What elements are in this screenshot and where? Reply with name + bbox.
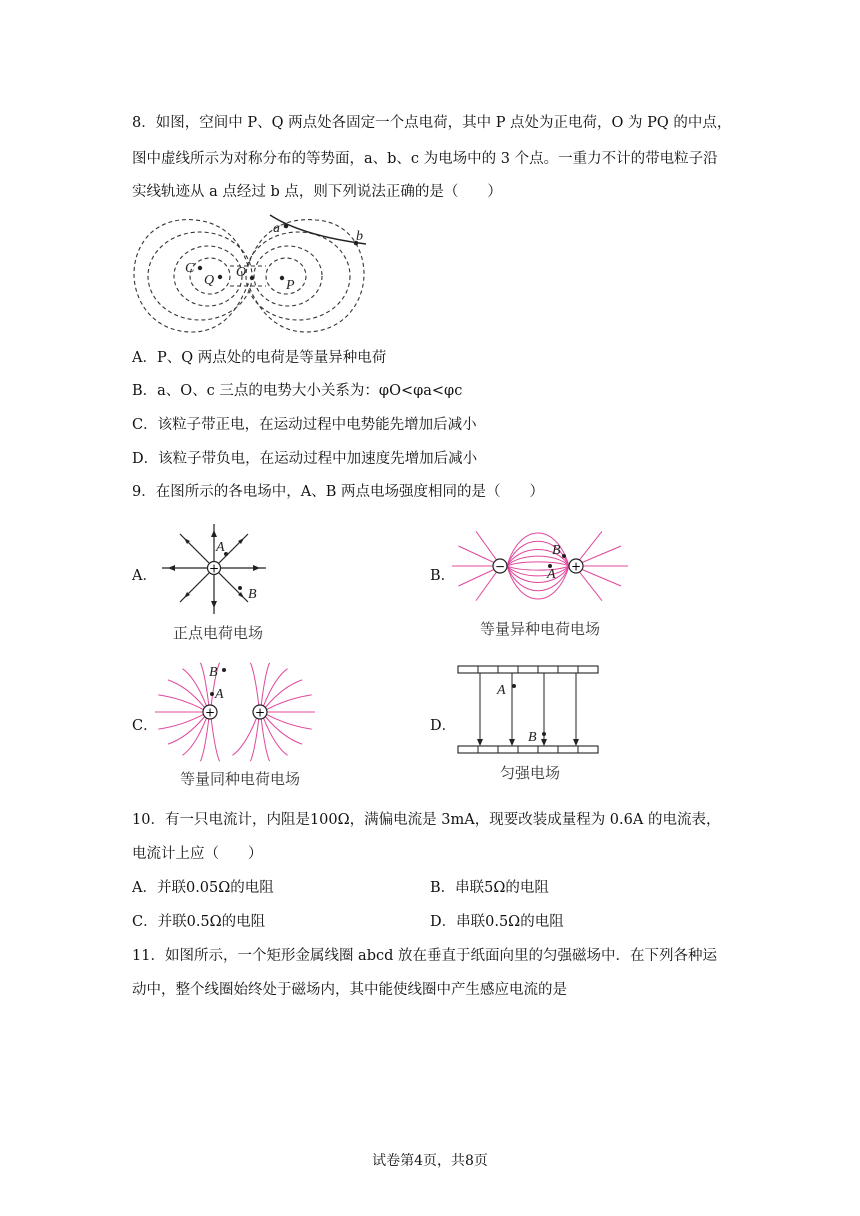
field-line-right-15: [264, 669, 288, 706]
label-c: C: [185, 261, 195, 276]
label-b: B: [209, 665, 218, 680]
q8-option-b: B．a、O、c 三点的电势大小关系为：φO<φa<φc: [132, 383, 463, 399]
label-a: A: [497, 683, 506, 698]
label-b: B: [528, 730, 537, 745]
field-line-right-6: [233, 718, 257, 755]
q10-stem-line-1: 10．有一只电流计，内阻是100Ω，满偏电流是 3mA，现要改装成量程为 0.6A 的电流表，: [132, 812, 721, 828]
q9-figure-a-point-charge: [160, 522, 280, 642]
q9-option-a-letter: A．: [132, 568, 157, 584]
field-line-left-8: [158, 714, 203, 729]
q9-figure-d-uniform-field: [456, 660, 602, 784]
label-p: P: [286, 278, 295, 293]
label-q: Q: [204, 273, 215, 288]
q8-option-d: D．该粒子带负电，在运动过程中加速度先增加后减小: [132, 451, 478, 467]
q10-option-c: C．并联0.5Ω的电阻: [132, 914, 266, 930]
field-line-between-5: [507, 566, 569, 570]
q10-option-a: A．并联0.05Ω的电阻: [132, 880, 274, 896]
q9-figure-b-opposite-charges: [452, 518, 632, 642]
field-line-left-12: [183, 669, 207, 706]
label-a: a: [273, 221, 280, 236]
field-line-left-10: [158, 695, 203, 710]
q8-stem-line-2: 图中虚线所示为对称分布的等势面，a、b、c 为电场中的 3 个点。一重力不计的带电粒子沿: [132, 151, 718, 167]
field-line-between-4: [507, 562, 569, 566]
charge-q-dot: [218, 275, 222, 279]
q10-option-d: D．串联0.5Ω的电阻: [430, 914, 564, 930]
field-line-left-11: [168, 680, 205, 708]
field-line-left-5: [200, 719, 208, 761]
field-line-right-4: [261, 719, 269, 761]
field-line-left-7: [168, 716, 205, 744]
q8-equipotential-figure: [130, 210, 380, 338]
label-b: b: [356, 229, 363, 244]
caption-point-charge: 正点电荷电场: [172, 624, 264, 642]
q9-stem: 9．在图所示的各电场中，A、B 两点电场强度相同的是（ ）: [132, 484, 544, 500]
label-a: A: [216, 540, 225, 555]
q9-option-b-letter: B．: [430, 568, 456, 584]
q10-option-b: B．串联5Ω的电阻: [430, 880, 549, 896]
q11-stem-line-1: 11．如图所示，一个矩形金属线圈 abcd 放在垂直于纸面向里的匀强磁场中．在下列各种运: [132, 948, 717, 964]
q9-option-d-letter: D．: [430, 718, 457, 734]
field-line-left-13: [200, 663, 208, 705]
label-b: B: [552, 543, 561, 558]
label-b: B: [248, 587, 257, 602]
point-c-dot: [198, 266, 202, 270]
q8-stem-line-1: 8．如图，空间中 P、Q 两点处各固定一个点电荷，其中 P 点处为正电荷，O 为 PQ 的中点，: [132, 115, 732, 131]
field-line-right-14: [261, 663, 269, 705]
positive-charge-symbol-1: +: [204, 705, 216, 720]
q9-option-c-letter: C．: [132, 718, 158, 734]
label-o: O: [236, 265, 247, 280]
field-line-between-6: [507, 566, 569, 576]
caption-opposite-charges: 等量异种电荷电场: [479, 620, 601, 638]
point-o-dot: [250, 276, 254, 280]
label-a: A: [547, 567, 556, 582]
caption-like-charges: 等量同种电荷电场: [179, 770, 301, 788]
q11-stem-line-2: 动中，整个线圈始终处于磁场内，其中能使线圈中产生感应电流的是: [132, 982, 567, 998]
q8-option-c: C．该粒子带正电，在运动过程中电势能先增加后减小: [132, 417, 477, 433]
field-line-right-17: [267, 695, 312, 710]
positive-charge-symbol: +: [570, 559, 582, 574]
q9-figure-c-like-charges: [150, 656, 330, 790]
field-line-left-6: [183, 718, 207, 755]
field-line-right-1: [267, 714, 312, 729]
field-line-right-2: [265, 716, 302, 744]
caption-uniform-field: 匀强电场: [499, 764, 561, 782]
label-a: A: [215, 687, 224, 702]
field-line-right-3: [264, 718, 288, 755]
field-line-right-5: [250, 719, 258, 761]
charge-p-dot: [280, 276, 284, 280]
positive-charge-symbol-2: +: [254, 705, 266, 720]
field-line-left-4: [211, 719, 219, 761]
positive-charge-symbol: +: [208, 561, 220, 576]
q10-stem-line-2: 电流计上应（ ）: [132, 846, 263, 862]
negative-charge-symbol: −: [494, 559, 506, 574]
q8-stem-line-3: 实线轨迹从 a 点经过 b 点，则下列说法正确的是（ ）: [132, 184, 502, 200]
page-footer: 试卷第4页，共8页: [372, 1153, 488, 1169]
field-line-right-13: [250, 663, 258, 705]
field-line-right-16: [265, 680, 302, 708]
point-a-dot: [284, 224, 289, 229]
q8-option-a: A．P、Q 两点处的电荷是等量异种电荷: [132, 350, 387, 366]
